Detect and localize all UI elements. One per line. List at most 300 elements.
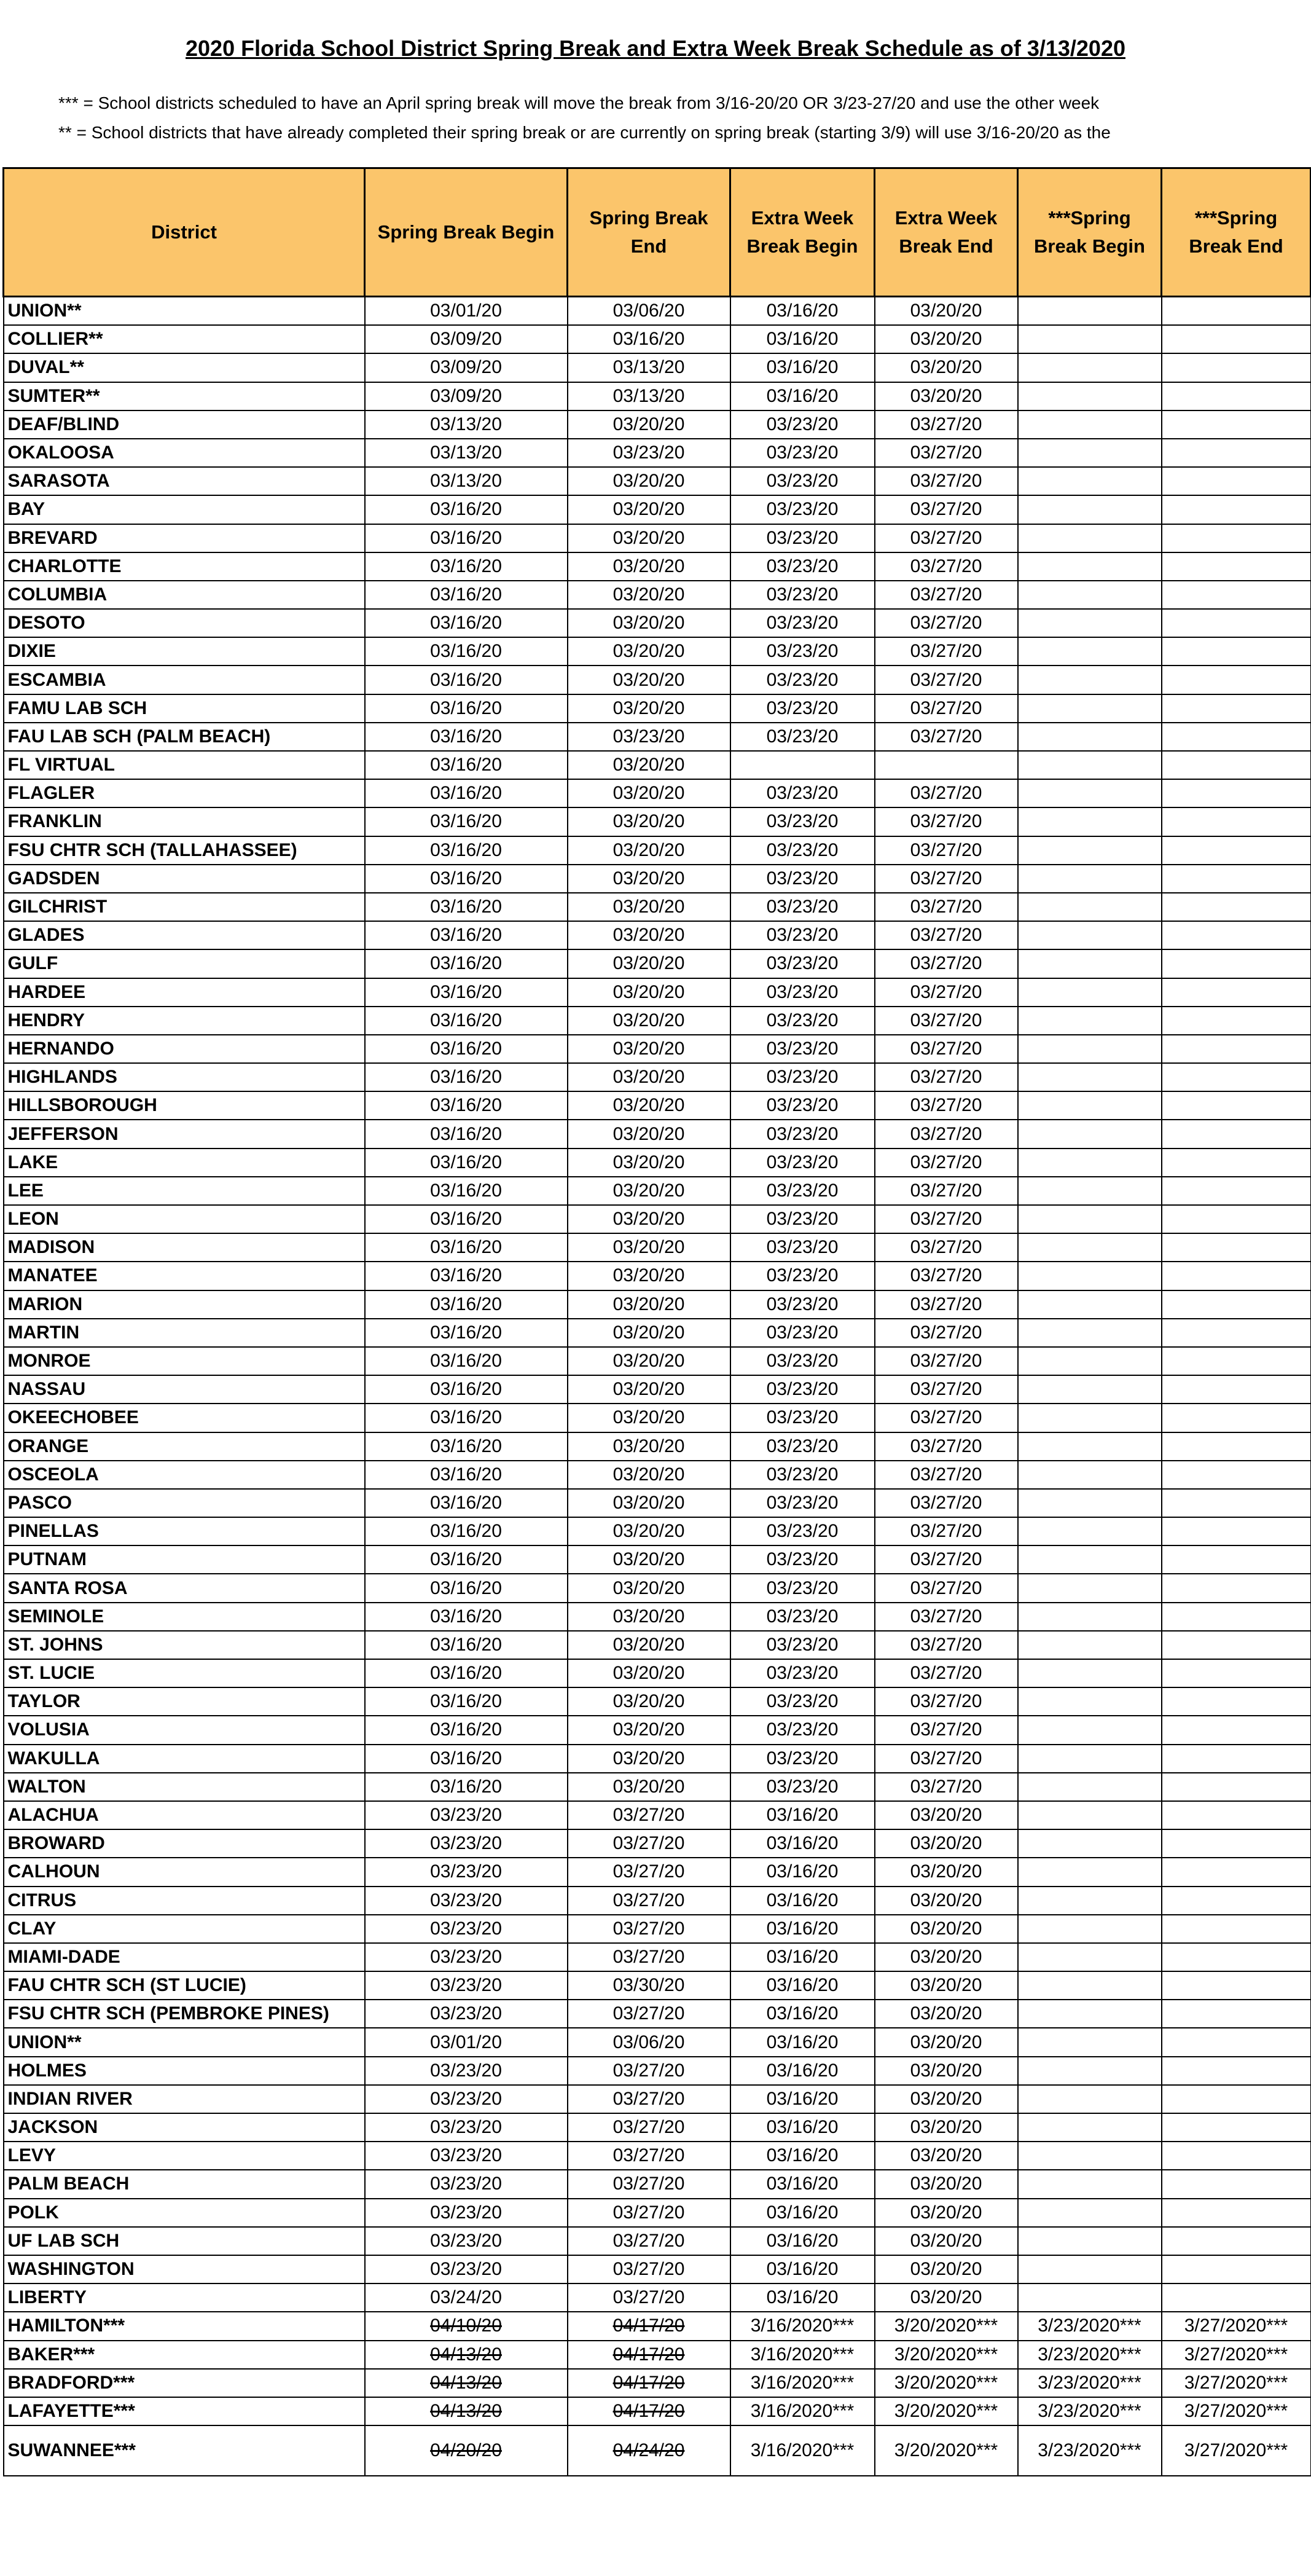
- spring-break-end-cell: 03/20/20: [568, 1290, 730, 1319]
- spring-break-begin-cell: 03/16/20: [365, 1716, 568, 1744]
- extra-week-end-cell: [875, 751, 1018, 779]
- district-cell: MADISON: [4, 1233, 365, 1262]
- district-cell: HERNANDO: [4, 1035, 365, 1063]
- table-row: [4, 949, 1311, 978]
- alt-spring-break-end-cell: [1162, 297, 1311, 326]
- extra-week-begin-cell: 03/23/20: [730, 694, 875, 723]
- alt-spring-break-end-cell: [1162, 1375, 1311, 1404]
- alt-spring-break-begin-cell: [1018, 2142, 1162, 2170]
- col-header-district: District: [4, 168, 365, 297]
- extra-week-begin-cell: 03/23/20: [730, 978, 875, 1007]
- extra-week-begin-cell: 03/23/20: [730, 893, 875, 921]
- alt-spring-break-end-cell: [1162, 2057, 1311, 2085]
- extra-week-end-cell: 03/27/20: [875, 807, 1018, 836]
- spring-break-begin-cell: 03/09/20: [365, 353, 568, 382]
- extra-week-begin-cell: 03/16/20: [730, 325, 875, 353]
- spring-break-end-cell: 03/27/20: [568, 2085, 730, 2113]
- alt-spring-break-begin-cell: [1018, 2255, 1162, 2283]
- extra-week-end-cell: 03/27/20: [875, 1091, 1018, 1120]
- spring-break-begin-cell: 03/23/20: [365, 2113, 568, 2142]
- extra-week-begin-cell: 03/16/20: [730, 1858, 875, 1886]
- alt-spring-break-end-cell: [1162, 1687, 1311, 1716]
- extra-week-begin-cell: 03/23/20: [730, 1716, 875, 1744]
- extra-week-begin-cell: 03/23/20: [730, 666, 875, 694]
- alt-spring-break-begin-cell: [1018, 1887, 1162, 1915]
- header-row: [4, 168, 1311, 297]
- table-row: [4, 552, 1311, 581]
- table-row: [4, 2170, 1311, 2198]
- extra-week-begin-cell: 03/16/20: [730, 2057, 875, 2085]
- table-row: [4, 893, 1311, 921]
- alt-spring-break-end-cell: [1162, 2000, 1311, 2028]
- alt-spring-break-begin-cell: [1018, 1035, 1162, 1063]
- table-row: [4, 1091, 1311, 1120]
- extra-week-begin-cell: 03/23/20: [730, 1545, 875, 1574]
- alt-spring-break-begin-cell: [1018, 1149, 1162, 1177]
- extra-week-end-cell: 03/27/20: [875, 1347, 1018, 1375]
- spring-break-begin-cell: 03/01/20: [365, 2028, 568, 2056]
- spring-break-end-cell: 03/30/20: [568, 1971, 730, 2000]
- district-cell: CLAY: [4, 1915, 365, 1943]
- table-row: [4, 1517, 1311, 1545]
- spring-break-end-cell: 03/27/20: [568, 1801, 730, 1829]
- alt-spring-break-begin-cell: [1018, 921, 1162, 949]
- alt-spring-break-begin-cell: [1018, 1489, 1162, 1517]
- table-row: [4, 1829, 1311, 1858]
- table-row: [4, 2255, 1311, 2283]
- alt-spring-break-end-cell: [1162, 609, 1311, 637]
- spring-break-end-cell: 03/20/20: [568, 1745, 730, 1773]
- alt-spring-break-end-cell: [1162, 1858, 1311, 1886]
- district-cell: HOLMES: [4, 2057, 365, 2085]
- spring-break-begin-cell: 03/16/20: [365, 1063, 568, 1091]
- alt-spring-break-end-cell: [1162, 694, 1311, 723]
- alt-spring-break-end-cell: 3/27/2020***: [1162, 2341, 1311, 2369]
- table-row: [4, 865, 1311, 893]
- spring-break-end-cell: 03/27/20: [568, 1887, 730, 1915]
- alt-spring-break-begin-cell: [1018, 1063, 1162, 1091]
- extra-week-begin-cell: 03/16/20: [730, 2255, 875, 2283]
- alt-spring-break-end-cell: [1162, 1063, 1311, 1091]
- extra-week-end-cell: 03/27/20: [875, 410, 1018, 439]
- table-row: [4, 325, 1311, 353]
- extra-week-end-cell: 03/27/20: [875, 1404, 1018, 1432]
- extra-week-end-cell: 03/27/20: [875, 1545, 1018, 1574]
- spring-break-begin-cell: 03/16/20: [365, 1489, 568, 1517]
- spring-break-begin-cell: 03/16/20: [365, 1603, 568, 1631]
- district-cell: JEFFERSON: [4, 1120, 365, 1148]
- alt-spring-break-begin-cell: 3/23/2020***: [1018, 2397, 1162, 2425]
- alt-spring-break-end-cell: 3/27/2020***: [1162, 2312, 1311, 2340]
- extra-week-end-cell: 03/27/20: [875, 1120, 1018, 1148]
- extra-week-end-cell: 03/27/20: [875, 893, 1018, 921]
- spring-break-end-cell: 03/27/20: [568, 2227, 730, 2255]
- spring-break-end-cell: 03/20/20: [568, 581, 730, 609]
- spring-break-begin-cell: 03/16/20: [365, 836, 568, 865]
- extra-week-begin-cell: 03/23/20: [730, 807, 875, 836]
- extra-week-begin-cell: 03/23/20: [730, 495, 875, 524]
- spring-break-end-cell: 03/20/20: [568, 807, 730, 836]
- spring-break-end-cell: 03/20/20: [568, 1262, 730, 1290]
- table-row: [4, 1375, 1311, 1404]
- extra-week-end-cell: 03/20/20: [875, 353, 1018, 382]
- table-row: [4, 1801, 1311, 1829]
- alt-spring-break-end-cell: [1162, 1319, 1311, 1347]
- alt-spring-break-begin-cell: [1018, 1858, 1162, 1886]
- alt-spring-break-begin-cell: [1018, 325, 1162, 353]
- spring-break-end-cell: 03/20/20: [568, 921, 730, 949]
- district-cell: DESOTO: [4, 609, 365, 637]
- extra-week-begin-cell: 03/23/20: [730, 1091, 875, 1120]
- alt-spring-break-begin-cell: [1018, 1773, 1162, 1801]
- alt-spring-break-begin-cell: 3/23/2020***: [1018, 2369, 1162, 2397]
- extra-week-end-cell: 03/20/20: [875, 2142, 1018, 2170]
- extra-week-end-cell: 03/20/20: [875, 1915, 1018, 1943]
- spring-break-end-cell: 03/13/20: [568, 382, 730, 410]
- district-cell: OSCEOLA: [4, 1461, 365, 1489]
- district-cell: GILCHRIST: [4, 893, 365, 921]
- spring-break-begin-cell: 04/20/20: [365, 2425, 568, 2476]
- alt-spring-break-begin-cell: [1018, 2199, 1162, 2227]
- district-cell: LEON: [4, 1205, 365, 1233]
- district-cell: PUTNAM: [4, 1545, 365, 1574]
- extra-week-end-cell: 03/27/20: [875, 694, 1018, 723]
- alt-spring-break-end-cell: [1162, 1545, 1311, 1574]
- spring-break-end-cell: 03/20/20: [568, 865, 730, 893]
- extra-week-begin-cell: 03/23/20: [730, 637, 875, 666]
- spring-break-begin-cell: 03/16/20: [365, 552, 568, 581]
- extra-week-end-cell: 03/27/20: [875, 1745, 1018, 1773]
- alt-spring-break-end-cell: [1162, 1745, 1311, 1773]
- table-row: [4, 1063, 1311, 1091]
- table-row: [4, 637, 1311, 666]
- extra-week-end-cell: 3/20/2020***: [875, 2369, 1018, 2397]
- extra-week-begin-cell: 03/16/20: [730, 2199, 875, 2227]
- table-row: [4, 382, 1311, 410]
- table-row: [4, 2283, 1311, 2312]
- spring-break-begin-cell: 03/16/20: [365, 1545, 568, 1574]
- district-cell: SEMINOLE: [4, 1603, 365, 1631]
- extra-week-end-cell: 03/20/20: [875, 2170, 1018, 2198]
- alt-spring-break-end-cell: [1162, 1801, 1311, 1829]
- extra-week-end-cell: 03/20/20: [875, 1943, 1018, 1971]
- extra-week-end-cell: 03/27/20: [875, 978, 1018, 1007]
- district-cell: ALACHUA: [4, 1801, 365, 1829]
- district-cell: LEVY: [4, 2142, 365, 2170]
- district-cell: FL VIRTUAL: [4, 751, 365, 779]
- extra-week-end-cell: 03/20/20: [875, 2057, 1018, 2085]
- extra-week-begin-cell: 03/23/20: [730, 1035, 875, 1063]
- alt-spring-break-end-cell: [1162, 949, 1311, 978]
- table-row: [4, 2199, 1311, 2227]
- extra-week-begin-cell: 03/16/20: [730, 2170, 875, 2198]
- alt-spring-break-end-cell: [1162, 921, 1311, 949]
- spring-break-begin-cell: 03/16/20: [365, 1659, 568, 1687]
- spring-break-end-cell: 03/27/20: [568, 2000, 730, 2028]
- col-header-extra-week-end: Extra Week Break End: [875, 168, 1018, 297]
- extra-week-begin-cell: 03/23/20: [730, 1631, 875, 1659]
- district-cell: LAFAYETTE***: [4, 2397, 365, 2425]
- alt-spring-break-end-cell: [1162, 865, 1311, 893]
- extra-week-begin-cell: 03/23/20: [730, 723, 875, 751]
- alt-spring-break-begin-cell: [1018, 1319, 1162, 1347]
- extra-week-begin-cell: 03/16/20: [730, 2227, 875, 2255]
- extra-week-end-cell: 03/20/20: [875, 297, 1018, 326]
- extra-week-begin-cell: 03/16/20: [730, 297, 875, 326]
- spring-break-end-cell: 03/20/20: [568, 410, 730, 439]
- table-row: [4, 1545, 1311, 1574]
- extra-week-begin-cell: 03/23/20: [730, 1120, 875, 1148]
- note-april-break: *** = School districts scheduled to have an April spring break will move the break from 3/16-20/20 OR 3/23-27/20 and use the other week: [58, 93, 1100, 112]
- extra-week-begin-cell: 03/23/20: [730, 1262, 875, 1290]
- alt-spring-break-begin-cell: [1018, 1574, 1162, 1602]
- alt-spring-break-begin-cell: [1018, 836, 1162, 865]
- spring-break-end-cell: 03/23/20: [568, 439, 730, 467]
- alt-spring-break-begin-cell: [1018, 723, 1162, 751]
- alt-spring-break-end-cell: [1162, 1659, 1311, 1687]
- table-row: [4, 2142, 1311, 2170]
- extra-week-begin-cell: 03/16/20: [730, 1971, 875, 2000]
- spring-break-begin-cell: 03/16/20: [365, 723, 568, 751]
- spring-break-begin-cell: 03/16/20: [365, 1149, 568, 1177]
- table-row: [4, 524, 1311, 552]
- spring-break-begin-cell: 03/23/20: [365, 1801, 568, 1829]
- spring-break-begin-cell: 03/23/20: [365, 2255, 568, 2283]
- alt-spring-break-end-cell: [1162, 1574, 1311, 1602]
- table-row: [4, 2369, 1311, 2397]
- table-row: [4, 978, 1311, 1007]
- extra-week-begin-cell: 03/23/20: [730, 1745, 875, 1773]
- extra-week-end-cell: 3/20/2020***: [875, 2312, 1018, 2340]
- extra-week-end-cell: 03/20/20: [875, 2028, 1018, 2056]
- district-cell: UF LAB SCH: [4, 2227, 365, 2255]
- extra-week-begin-cell: 3/16/2020***: [730, 2341, 875, 2369]
- extra-week-end-cell: 3/20/2020***: [875, 2425, 1018, 2476]
- page-title: 2020 Florida School District Spring Break and Extra Week Break Schedule as of 3/13/2020: [186, 36, 1125, 61]
- table-row: [4, 1233, 1311, 1262]
- extra-week-begin-cell: 3/16/2020***: [730, 2425, 875, 2476]
- district-cell: ORANGE: [4, 1432, 365, 1461]
- district-cell: LAKE: [4, 1149, 365, 1177]
- spring-break-end-cell: 03/27/20: [568, 1829, 730, 1858]
- spring-break-begin-cell: 03/16/20: [365, 893, 568, 921]
- spring-break-end-cell: 03/20/20: [568, 1432, 730, 1461]
- district-cell: LIBERTY: [4, 2283, 365, 2312]
- table-row: [4, 1205, 1311, 1233]
- spring-break-end-cell: 03/20/20: [568, 609, 730, 637]
- alt-spring-break-begin-cell: 3/23/2020***: [1018, 2312, 1162, 2340]
- table-row: [4, 779, 1311, 807]
- spring-break-end-cell: 03/20/20: [568, 1603, 730, 1631]
- spring-break-begin-cell: 03/16/20: [365, 1773, 568, 1801]
- spring-break-begin-cell: 03/16/20: [365, 751, 568, 779]
- spring-break-end-cell: 03/20/20: [568, 495, 730, 524]
- extra-week-begin-cell: 03/16/20: [730, 2028, 875, 2056]
- alt-spring-break-end-cell: [1162, 1091, 1311, 1120]
- alt-spring-break-begin-cell: [1018, 1120, 1162, 1148]
- col-header-alt-spring-break-begin: ***Spring Break Begin: [1018, 168, 1162, 297]
- spring-break-begin-cell: 03/16/20: [365, 1290, 568, 1319]
- table-row: [4, 1262, 1311, 1290]
- district-cell: PALM BEACH: [4, 2170, 365, 2198]
- spring-break-begin-cell: 03/16/20: [365, 1319, 568, 1347]
- extra-week-end-cell: 03/27/20: [875, 1517, 1018, 1545]
- spring-break-begin-cell: 03/23/20: [365, 2199, 568, 2227]
- alt-spring-break-end-cell: [1162, 382, 1311, 410]
- alt-spring-break-begin-cell: [1018, 1745, 1162, 1773]
- extra-week-begin-cell: 03/23/20: [730, 779, 875, 807]
- spring-break-end-cell: 03/20/20: [568, 1091, 730, 1120]
- extra-week-end-cell: 03/20/20: [875, 2000, 1018, 2028]
- alt-spring-break-begin-cell: [1018, 1603, 1162, 1631]
- district-cell: MONROE: [4, 1347, 365, 1375]
- spring-break-begin-cell: 03/23/20: [365, 1829, 568, 1858]
- table-row: [4, 1149, 1311, 1177]
- alt-spring-break-end-cell: [1162, 666, 1311, 694]
- alt-spring-break-begin-cell: [1018, 1233, 1162, 1262]
- table-row: [4, 1687, 1311, 1716]
- extra-week-end-cell: 03/27/20: [875, 1773, 1018, 1801]
- spring-break-end-cell: 03/27/20: [568, 2199, 730, 2227]
- alt-spring-break-begin-cell: [1018, 1829, 1162, 1858]
- table-body: [4, 297, 1311, 2476]
- table-row: [4, 2057, 1311, 2085]
- alt-spring-break-end-cell: [1162, 637, 1311, 666]
- alt-spring-break-begin-cell: [1018, 637, 1162, 666]
- extra-week-begin-cell: 03/23/20: [730, 467, 875, 495]
- spring-break-begin-cell: 04/13/20: [365, 2397, 568, 2425]
- spring-break-begin-cell: 03/16/20: [365, 1091, 568, 1120]
- extra-week-begin-cell: 03/16/20: [730, 1829, 875, 1858]
- alt-spring-break-end-cell: [1162, 779, 1311, 807]
- extra-week-begin-cell: 03/23/20: [730, 1290, 875, 1319]
- extra-week-end-cell: 03/20/20: [875, 2283, 1018, 2312]
- spring-break-end-cell: 03/20/20: [568, 751, 730, 779]
- extra-week-begin-cell: 03/23/20: [730, 1461, 875, 1489]
- extra-week-begin-cell: 03/23/20: [730, 1205, 875, 1233]
- spring-break-begin-cell: 03/23/20: [365, 2227, 568, 2255]
- alt-spring-break-end-cell: [1162, 581, 1311, 609]
- spring-break-end-cell: 03/27/20: [568, 2057, 730, 2085]
- spring-break-begin-cell: 03/23/20: [365, 2142, 568, 2170]
- extra-week-end-cell: 03/27/20: [875, 1063, 1018, 1091]
- table-row: [4, 1745, 1311, 1773]
- district-cell: COLLIER**: [4, 325, 365, 353]
- alt-spring-break-end-cell: [1162, 836, 1311, 865]
- alt-spring-break-end-cell: [1162, 2227, 1311, 2255]
- alt-spring-break-end-cell: [1162, 353, 1311, 382]
- alt-spring-break-begin-cell: [1018, 1461, 1162, 1489]
- district-cell: INDIAN RIVER: [4, 2085, 365, 2113]
- spring-break-end-cell: 03/20/20: [568, 524, 730, 552]
- table-row: [4, 581, 1311, 609]
- spring-break-begin-cell: 04/13/20: [365, 2341, 568, 2369]
- extra-week-begin-cell: 03/23/20: [730, 1347, 875, 1375]
- table-row: [4, 2028, 1311, 2056]
- alt-spring-break-end-cell: [1162, 1149, 1311, 1177]
- spring-break-begin-cell: 03/16/20: [365, 581, 568, 609]
- extra-week-begin-cell: 03/23/20: [730, 439, 875, 467]
- alt-spring-break-end-cell: [1162, 325, 1311, 353]
- alt-spring-break-end-cell: [1162, 1716, 1311, 1744]
- spring-break-end-cell: 03/20/20: [568, 1773, 730, 1801]
- table-row: [4, 723, 1311, 751]
- spring-break-end-cell: 03/27/20: [568, 2170, 730, 2198]
- alt-spring-break-end-cell: 3/27/2020***: [1162, 2425, 1311, 2476]
- alt-spring-break-begin-cell: [1018, 1432, 1162, 1461]
- alt-spring-break-begin-cell: [1018, 1716, 1162, 1744]
- alt-spring-break-begin-cell: 3/23/2020***: [1018, 2425, 1162, 2476]
- district-cell: NASSAU: [4, 1375, 365, 1404]
- extra-week-end-cell: 03/27/20: [875, 552, 1018, 581]
- alt-spring-break-end-cell: [1162, 1233, 1311, 1262]
- table-row: [4, 439, 1311, 467]
- alt-spring-break-end-cell: [1162, 1177, 1311, 1205]
- table-row: [4, 1035, 1311, 1063]
- extra-week-end-cell: 03/27/20: [875, 1432, 1018, 1461]
- alt-spring-break-begin-cell: [1018, 2085, 1162, 2113]
- spring-break-end-cell: 03/16/20: [568, 325, 730, 353]
- table-row: [4, 467, 1311, 495]
- extra-week-end-cell: 03/20/20: [875, 1829, 1018, 1858]
- spring-break-begin-cell: 03/13/20: [365, 439, 568, 467]
- district-cell: HILLSBOROUGH: [4, 1091, 365, 1120]
- spring-break-end-cell: 03/20/20: [568, 1716, 730, 1744]
- alt-spring-break-end-cell: [1162, 2142, 1311, 2170]
- spring-break-end-cell: 03/20/20: [568, 666, 730, 694]
- spring-break-end-cell: 03/20/20: [568, 1233, 730, 1262]
- extra-week-begin-cell: 03/23/20: [730, 1489, 875, 1517]
- alt-spring-break-end-cell: [1162, 1347, 1311, 1375]
- alt-spring-break-end-cell: 3/27/2020***: [1162, 2397, 1311, 2425]
- extra-week-begin-cell: 03/23/20: [730, 1319, 875, 1347]
- alt-spring-break-begin-cell: [1018, 439, 1162, 467]
- extra-week-end-cell: 03/27/20: [875, 1375, 1018, 1404]
- spring-break-end-cell: 03/20/20: [568, 1205, 730, 1233]
- extra-week-begin-cell: 03/16/20: [730, 2142, 875, 2170]
- extra-week-end-cell: 03/27/20: [875, 1035, 1018, 1063]
- alt-spring-break-begin-cell: [1018, 1262, 1162, 1290]
- district-cell: BRADFORD***: [4, 2369, 365, 2397]
- alt-spring-break-begin-cell: [1018, 524, 1162, 552]
- alt-spring-break-begin-cell: [1018, 1290, 1162, 1319]
- extra-week-end-cell: 03/27/20: [875, 1007, 1018, 1035]
- alt-spring-break-begin-cell: [1018, 1177, 1162, 1205]
- alt-spring-break-end-cell: [1162, 723, 1311, 751]
- spring-break-begin-cell: 03/16/20: [365, 1007, 568, 1035]
- alt-spring-break-begin-cell: [1018, 2170, 1162, 2198]
- district-cell: FAMU LAB SCH: [4, 694, 365, 723]
- extra-week-end-cell: 03/27/20: [875, 949, 1018, 978]
- table-row: [4, 666, 1311, 694]
- extra-week-end-cell: 03/27/20: [875, 1716, 1018, 1744]
- extra-week-begin-cell: 03/23/20: [730, 921, 875, 949]
- extra-week-end-cell: 03/27/20: [875, 1461, 1018, 1489]
- alt-spring-break-begin-cell: [1018, 1687, 1162, 1716]
- table-row: [4, 1290, 1311, 1319]
- district-cell: MARION: [4, 1290, 365, 1319]
- spring-break-begin-cell: 03/16/20: [365, 1461, 568, 1489]
- district-cell: FRANKLIN: [4, 807, 365, 836]
- spring-break-begin-cell: 03/09/20: [365, 325, 568, 353]
- spring-break-begin-cell: 03/16/20: [365, 637, 568, 666]
- alt-spring-break-begin-cell: [1018, 865, 1162, 893]
- alt-spring-break-end-cell: [1162, 1603, 1311, 1631]
- spring-break-begin-cell: 03/16/20: [365, 1745, 568, 1773]
- district-cell: MARTIN: [4, 1319, 365, 1347]
- extra-week-end-cell: 03/20/20: [875, 1858, 1018, 1886]
- extra-week-end-cell: 03/20/20: [875, 2113, 1018, 2142]
